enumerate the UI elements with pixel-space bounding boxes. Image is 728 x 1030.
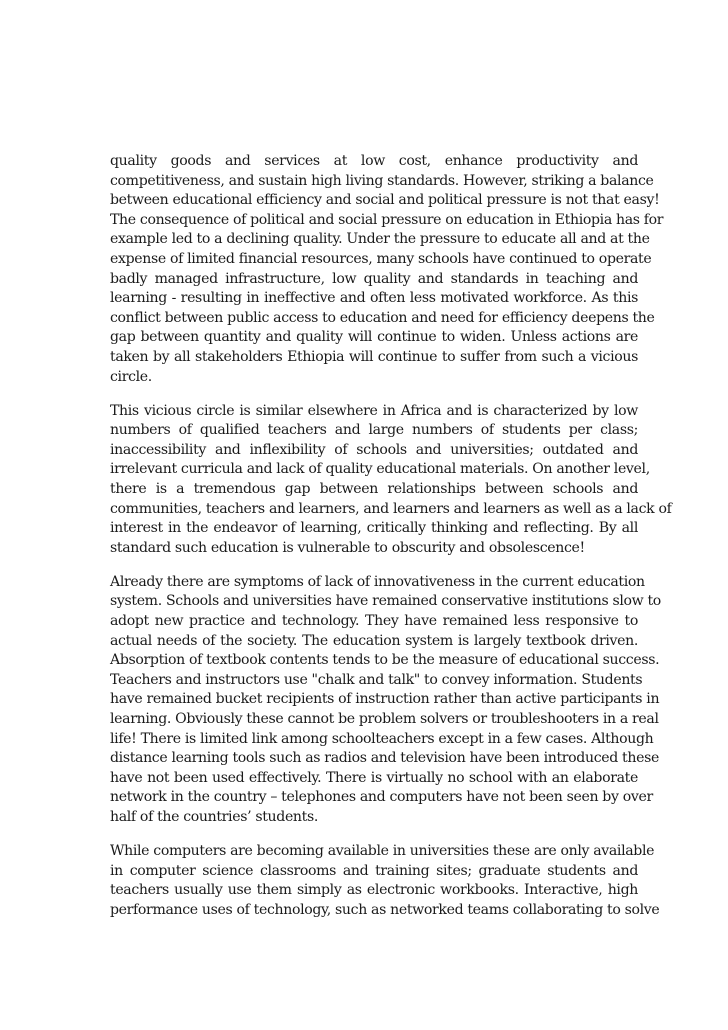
paragraph-1 [110, 152, 664, 387]
text-line: circle. [110, 368, 152, 385]
text-line: have not been used effectively. There is virtually no school with an elaborate [110, 769, 638, 786]
text-line: learning. Obviously these cannot be problem solvers or troubleshooters in a real [110, 711, 659, 728]
text-line: competitiveness, and sustain high living standards. However, striking a balance [110, 172, 654, 189]
text-line: standard such education is vulnerable to obscurity and obsolescence! [110, 539, 585, 556]
text-line: Teachers and instructors use "chalk and talk" to convey information. Students [110, 671, 643, 688]
text-line: While computers are becoming available in universities these are only available [110, 843, 655, 860]
paragraph-2 [110, 402, 672, 559]
text-line: Already there are symptoms of lack of innovativeness in the current education [110, 573, 645, 590]
text-line: performance uses of technology, such as networked teams collaborating to solve [110, 901, 660, 918]
text-line: between educational efficiency and social and political pressure is not that easy! [110, 192, 660, 209]
text-line: distance learning tools such as radios and television have been introduced these [110, 750, 659, 767]
text-line: badly managed infrastructure, low quality and standards in teaching and [110, 270, 638, 287]
text-line: conflict between public access to education and need for efficiency deepens the [110, 309, 655, 326]
text-line: teachers usually use them simply as electronic workbooks. Interactive, high [110, 882, 638, 899]
text-line: interest in the endeavor of learning, critically thinking and reflecting. By all [110, 520, 638, 537]
text-line: have remained bucket recipients of instruction rather than active participants in [110, 691, 660, 708]
text-line: example led to a declining quality. Under the pressure to educate all and at the [110, 231, 650, 248]
text-line: Absorption of textbook contents tends to be the measure of educational success. [110, 652, 660, 669]
text-line: network in the country – telephones and computers have not been seen by over [110, 789, 653, 806]
text-line: communities, teachers and learners, and learners and learners as well as a lack of [110, 500, 672, 517]
text-line: life! There is limited link among schoolteachers except in a few cases. Although [110, 730, 654, 747]
document-page [110, 152, 672, 935]
text-line: taken by all stakeholders Ethiopia will continue to suffer from such a vicious [110, 348, 638, 365]
text-line: half of the countries’ students. [110, 809, 318, 825]
text-line: learning - resulting in ineffective and often less motivated workforce. As this [110, 290, 638, 307]
text-line: numbers of qualified teachers and large numbers of students per class; [110, 422, 638, 439]
text-line: irrelevant curricula and lack of quality educational materials. On another level, [110, 461, 650, 478]
text-line: This vicious circle is similar elsewhere in Africa and is characterized by low [110, 402, 638, 419]
text-line: quality goods and services at low cost, enhance productivity and [110, 153, 638, 169]
text-line: in computer science classrooms and training sites; graduate students and [110, 862, 638, 879]
text-line: there is a tremendous gap between relationships between schools and [110, 481, 638, 497]
text-line: gap between quantity and quality will continue to widen. Unless actions are [110, 329, 638, 346]
text-line: expense of limited financial resources, many schools have continued to operate [110, 250, 652, 267]
text-line: system. Schools and universities have remained conservative institutions slow to [110, 593, 661, 610]
text-line: actual needs of the society. The education system is largely textbook driven. [110, 632, 638, 649]
paragraph-3 [110, 573, 661, 828]
text-line: The consequence of political and social pressure on education in Ethiopia has for [110, 211, 664, 228]
paragraph-4 [110, 842, 660, 920]
text-line: inaccessibility and inflexibility of schools and universities; outdated and [110, 441, 638, 458]
text-line: adopt new practice and technology. They have remained less responsive to [110, 613, 638, 630]
